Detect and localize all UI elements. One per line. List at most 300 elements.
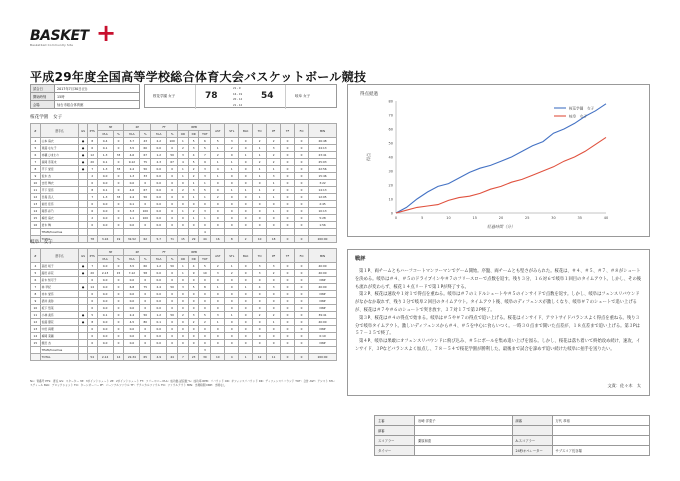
stat-ft: 1-2 [151,312,167,319]
stat-p2: 1-1 [124,215,140,222]
stats-header: FT [151,124,178,131]
stat-to: 0 [253,201,267,208]
stat-tf: 0 [281,291,295,298]
stat-p2: 0-0 [124,298,140,305]
stat-blk: 0 [239,138,253,145]
stat-p2: 2-4 [124,194,140,201]
stat-blk: 0 [239,215,253,222]
stat-ast: 3 [211,270,225,277]
officials-row [375,446,650,456]
stat-to: 0 [253,333,267,340]
stat-p2p: 65 [140,354,151,361]
stat-min: 24:13 [308,145,336,152]
stat-p3: 0-0 [97,291,113,298]
stat-min: DNP [308,277,336,284]
stat-gs: ● [79,166,88,173]
stat-p3: 0-0 [97,263,113,270]
player-row [31,180,337,187]
stat-pts: 6 [87,208,97,215]
info-row-time [31,93,140,101]
stat-ast: 1 [211,159,225,166]
stat-p2p: 0 [140,201,151,208]
stat-p3p: 33 [113,152,124,159]
stat-fo: 0 [295,354,309,361]
stat-p2p: 0 [140,291,151,298]
stat-or: 3 [178,284,189,291]
stats-header-row [31,249,337,256]
stat-tf: 0 [281,187,295,194]
stat-fo: 0 [295,138,309,145]
stat-name: 高田 咲子 [40,263,79,270]
stat-min: 40:00 [308,270,336,277]
stats-header: 2P [124,249,151,256]
stat-ftp: 0 [167,277,178,284]
stat-p3: 0-0 [97,319,113,326]
stat-blk [239,229,253,236]
stat-dr: 0 [188,222,199,229]
stat-stl: 0 [225,173,239,180]
stats-subheader: OR [178,131,189,138]
player-row [31,298,337,305]
stat-p2p: 62 [140,236,151,243]
stat-tf: 0 [281,145,295,152]
stat-ft: 0-0 [151,277,167,284]
commentary-heading: 戦評 [355,256,366,262]
stat-stl: 0 [225,180,239,187]
stat-tf [281,229,295,236]
stat-blk: 0 [239,319,253,326]
stat-ftp: 100 [167,138,178,145]
stat-stl: 1 [225,312,239,319]
stat-pf: 2 [267,152,281,159]
stat-tf: 0 [281,305,295,312]
stats-header: AST [211,249,225,263]
player-row [31,222,337,229]
stat-tf: 0 [281,208,295,215]
stats-header: PF [267,249,281,263]
stat-or: 0 [178,333,189,340]
stat-pts: 0 [87,333,97,340]
stat-to: 1 [253,173,267,180]
stat-tot: 0 [199,201,211,208]
stat-p3: 0-0 [97,340,113,347]
stat-or: 1 [178,270,189,277]
info-value: 2017年7月30日(日) [55,85,140,93]
stat-min: 5:28 [308,215,336,222]
player-row [31,173,337,180]
series-line-1 [396,104,606,213]
stat-stl: 0 [225,152,239,159]
stat-tot: 5 [199,312,211,319]
stat-no: 14 [31,208,41,215]
stat-dr: 3 [188,312,199,319]
x-tick-label: 0 [394,216,398,220]
stat-ftp: 0 [167,326,178,333]
stat-blk: 0 [239,263,253,270]
player-row [31,166,337,173]
stat-fo: 0 [295,340,309,347]
stat-stl: 1 [225,263,239,270]
stat-p2p: 0 [140,222,151,229]
stat-no: 10 [31,180,41,187]
stat-blk: 0 [239,201,253,208]
x-tick-label: 35 [577,216,582,220]
stat-pf [267,229,281,236]
stat-ast: 2 [211,194,225,201]
stat-dr: 0 [188,298,199,305]
scoreboard [144,84,337,108]
stat-tf: 0 [281,354,295,361]
stat-p2: 9-12 [124,159,140,166]
stat-stl: 0 [225,222,239,229]
official-label: A.スコアラー [512,436,552,446]
stat-blk: 2 [239,236,253,243]
info-value: 仙台市総合体育館 [55,101,140,109]
stat-fo: 0 [295,180,309,187]
stat-p3: 0-1 [97,187,113,194]
stat-ft [151,347,167,354]
stats-subheader: DR [188,256,199,263]
stat-min: 200:00 [308,354,336,361]
stat-name: TOTAL [40,236,79,243]
official-value: 栗原和恵 [415,436,513,446]
stat-or: 0 [178,201,189,208]
stat-name: 坂下 悠菜 [40,305,79,312]
stat-stl: 0 [225,208,239,215]
stat-ftp: 0 [167,194,178,201]
stat-fo: 0 [295,312,309,319]
stat-to: 1 [253,187,267,194]
stat-no: 8 [31,166,41,173]
stat-tot: 0 [199,326,211,333]
stat-p2: 2-4 [124,312,140,319]
stat-p2: 0-0 [124,333,140,340]
commentary-paragraph: 第４P、岐阜は果敢にオフェンスリバウンドに飛び込み、＃５にボールを集め追い上げを図る。しかし、桜花は落ち着いて終始攻め続け、速攻、インサイド、３Pなどバランスよく加点し、７８－５４で桜花学園が勝利した。最後まで試合を諦めず追い続けた岐阜に拍手を送りたい。 [355,339,641,352]
stat-tot: 1 [199,215,211,222]
stat-p3p: 0 [113,263,124,270]
stat-ft: 0-0 [151,222,167,229]
stat-p2p: 50 [140,166,151,173]
stat-gs [79,326,88,333]
stat-to: 2 [253,138,267,145]
officials-row [375,416,650,426]
official-value [415,426,513,436]
stat-dr: 5 [188,138,199,145]
stat-or: 0 [178,340,189,347]
stat-ftp: 0 [167,298,178,305]
stat-pf: 1 [267,166,281,173]
stat-tot: 3 [199,208,211,215]
stat-p2: 3-5 [124,145,140,152]
stat-or: 0 [178,222,189,229]
y-tick-label: 80 [388,99,393,104]
stat-p3: 0-0 [97,305,113,312]
stat-to: 0 [253,291,267,298]
player-row [31,291,337,298]
player-row [31,326,337,333]
stat-dr: 0 [188,326,199,333]
stat-blk: 0 [239,291,253,298]
stat-p2: 3-3 [124,208,140,215]
stat-blk: 0 [239,298,253,305]
stat-p3p: 33 [113,166,124,173]
stat-name: 赤木 愛奈 [40,291,79,298]
stat-p2: 3-5 [124,263,140,270]
stat-blk: 0 [239,145,253,152]
player-row [31,333,337,340]
stats-header: 選手名 [40,124,79,138]
stat-pts: 5 [87,312,97,319]
stat-ast: 0 [211,277,225,284]
stat-name: 前田 佳奈 [40,201,79,208]
stat-p2p: 0 [140,298,151,305]
page-title: 平成29年度全国高等学校総合体育大会バスケットボール競技 [30,70,367,84]
stat-fo: 0 [295,215,309,222]
stat-or: 0 [178,194,189,201]
stat-p3p: 19 [113,236,124,243]
stat-p3p: 33 [113,194,124,201]
stat-tot: 0 [199,277,211,284]
stat-gs [79,194,88,201]
stat-ftp: 0 [167,173,178,180]
stat-to: 0 [253,326,267,333]
stats-header: MIN [308,249,336,263]
stat-p3: 0-1 [97,145,113,152]
stats-header: REB [178,124,211,131]
stat-to: 0 [253,222,267,229]
stat-ast: 0 [211,305,225,312]
stat-pf: 0 [267,201,281,208]
score-divider [195,85,196,109]
stat-stl [225,229,239,236]
stat-min: 23:41 [308,152,336,159]
stat-name: 吉田 舞衣 [40,180,79,187]
stat-no [31,229,41,236]
stat-min: 14:13 [308,187,336,194]
stat-min: 40:00 [308,319,336,326]
stats-header: # [31,124,41,138]
player-row [31,340,337,347]
away-box-score [30,248,337,361]
stat-p2: 4-6 [124,152,140,159]
stat-gs [79,347,88,354]
info-label: 開始時刻 [31,93,55,101]
x-tick-label: 20 [498,216,504,220]
stat-p2p [140,347,151,354]
stat-blk: 0 [239,340,253,347]
stat-pf: 2 [267,312,281,319]
stat-tf: 0 [281,180,295,187]
stat-no [31,347,41,354]
player-row [31,270,337,277]
stat-dr: 4 [188,152,199,159]
stat-tot: 5 [199,263,211,270]
stat-no: 4 [31,138,41,145]
stat-tf: 0 [281,270,295,277]
logo-text: BASKET [30,28,89,44]
stat-fo: 0 [295,145,309,152]
stat-p3: 1-3 [97,194,113,201]
stat-stl: 3 [225,138,239,145]
stat-pts: 0 [87,305,97,312]
stat-ft: 0-0 [151,305,167,312]
stat-ftp: 0 [167,291,178,298]
home-team-heading: 桜花学園 女子 [30,115,63,120]
stat-stl: 0 [225,319,239,326]
info-label: 試合日 [31,85,55,93]
stat-tot: 6 [199,138,211,145]
y-tick-label: 50 [388,141,393,146]
stat-ft: 0-0 [151,187,167,194]
official-label: タイマー [375,446,415,456]
abbreviation-legend: No：背番号 PTS：得点 GS：スターター 3P：3ポイントシュート 2P：2ポイントシュート FT：フリースロー M-A：成功数-試投数 %：成功率 REB：リバウンド OR：オフェンスリバウンド DR：ディフェンスリバウンド TOT：合計 AST：アシスト STL：スティール BLK：ブロックショット TO：ターンオーバー PF：パーソナルファウル TF：テクニカルファウル FO：ファウルアウト MIN：出場時間 DNP：出場なし [30,379,337,387]
stat-gs [79,201,88,208]
stat-blk: 0 [239,270,253,277]
stats-header: 選手名 [40,249,79,263]
stat-dr: 2 [188,208,199,215]
total-row [31,354,337,361]
stat-ast: 0 [211,333,225,340]
info-value: 15時 [55,93,140,101]
stat-name: 平下 愛佳 [40,166,79,173]
official-value [552,436,650,446]
stats-header: FT [151,249,178,256]
stat-gs [79,180,88,187]
y-tick-label: 40 [388,155,393,160]
stat-to: 0 [253,180,267,187]
stat-p2: 0-0 [124,326,140,333]
stat-fo: 0 [295,236,309,243]
stat-pts: 20 [87,270,97,277]
stat-min: 200:00 [308,236,336,243]
chart-svg [348,85,651,238]
stat-p3: 0-1 [97,159,113,166]
stat-stl: 0 [225,305,239,312]
stat-tf: 0 [281,222,295,229]
stat-p3p: 0 [113,312,124,319]
stat-ft: 2-2 [151,138,167,145]
player-row [31,159,337,166]
stat-min: DNP [308,340,336,347]
stat-ast [211,347,225,354]
stat-pts: 8 [87,138,97,145]
stat-no: 6 [31,277,41,284]
stat-ftp: 50 [167,284,178,291]
stat-gs: ● [79,159,88,166]
stats-subheader: % [113,256,124,263]
stats-header: PF [267,124,281,138]
stat-min: 0:19 [308,333,336,340]
stat-no: 7 [31,284,41,291]
stat-no [31,354,41,361]
stat-pts: 54 [87,354,97,361]
stat-ftp: 0 [167,333,178,340]
stat-no: 13 [31,326,41,333]
stat-p3p [113,347,124,354]
stats-header: TO [253,249,267,263]
stat-p2: 0-0 [124,222,140,229]
stats-header: PTS [87,124,97,138]
stat-gs [79,340,88,347]
stat-pf: 0 [267,340,281,347]
stat-name: 佐藤 優花 [40,319,79,326]
stat-name: 藤田 彩花 [40,270,79,277]
stat-pf: 2 [267,138,281,145]
stat-ftp: 50 [167,263,178,270]
stat-tf: 0 [281,263,295,270]
stat-p2: 4-6 [124,187,140,194]
stat-tot: 30 [199,354,211,361]
stat-ft: 0-0 [151,180,167,187]
stat-tot: 0 [199,340,211,347]
stat-gs: ● [79,319,88,326]
stat-p2: 2-4 [124,166,140,173]
stat-ftp: 0 [167,145,178,152]
stat-p3: 0-0 [97,298,113,305]
stats-header: 2P [124,124,151,131]
stat-name: 林 早紀 [40,284,79,291]
stat-p2p: 33 [140,173,151,180]
stat-fo [295,229,309,236]
stat-pts [87,347,97,354]
stat-dr: 0 [188,277,199,284]
stat-pts [87,229,97,236]
stat-p3: 3-16 [97,236,113,243]
stat-or: 0 [178,305,189,312]
stat-p2: 32-52 [124,236,140,243]
stat-gs [79,298,88,305]
stat-fo: 0 [295,187,309,194]
player-row [31,138,337,145]
stat-dr: 9 [188,270,199,277]
stat-tot: 44 [199,236,211,243]
stat-p2: 0-0 [124,305,140,312]
stat-fo: 0 [295,298,309,305]
commentary-author: 文責：佐々木 太 [607,383,641,388]
stat-p2p: 0 [140,277,151,284]
stat-or: 0 [178,215,189,222]
stat-p2: 0-0 [124,180,140,187]
stat-pf: 0 [267,333,281,340]
stat-tot: 4 [199,229,211,236]
stat-pf: 2 [267,270,281,277]
stat-no: 11 [31,187,41,194]
stat-gs [79,291,88,298]
stat-stl: 0 [225,333,239,340]
stat-pts: 0 [87,291,97,298]
stats-header: TF [281,249,295,263]
player-row [31,263,337,270]
stat-gs: ● [79,263,88,270]
stat-ast: 0 [211,215,225,222]
stat-p3: 1-3 [97,152,113,159]
stat-pts: 0 [87,326,97,333]
stat-p3p: 0 [113,291,124,298]
stat-tf: 0 [281,277,295,284]
stat-stl: 0 [225,340,239,347]
stat-p2p: 67 [140,152,151,159]
stat-ftp: 50 [167,152,178,159]
stat-stl: 8 [225,236,239,243]
stat-ft: 0-0 [151,215,167,222]
stat-blk: 0 [239,333,253,340]
stat-tf: 0 [281,173,295,180]
stat-gs [79,208,88,215]
stat-stl: 0 [225,284,239,291]
stat-stl: 0 [225,326,239,333]
stat-tf: 0 [281,284,295,291]
stat-fo: 0 [295,173,309,180]
